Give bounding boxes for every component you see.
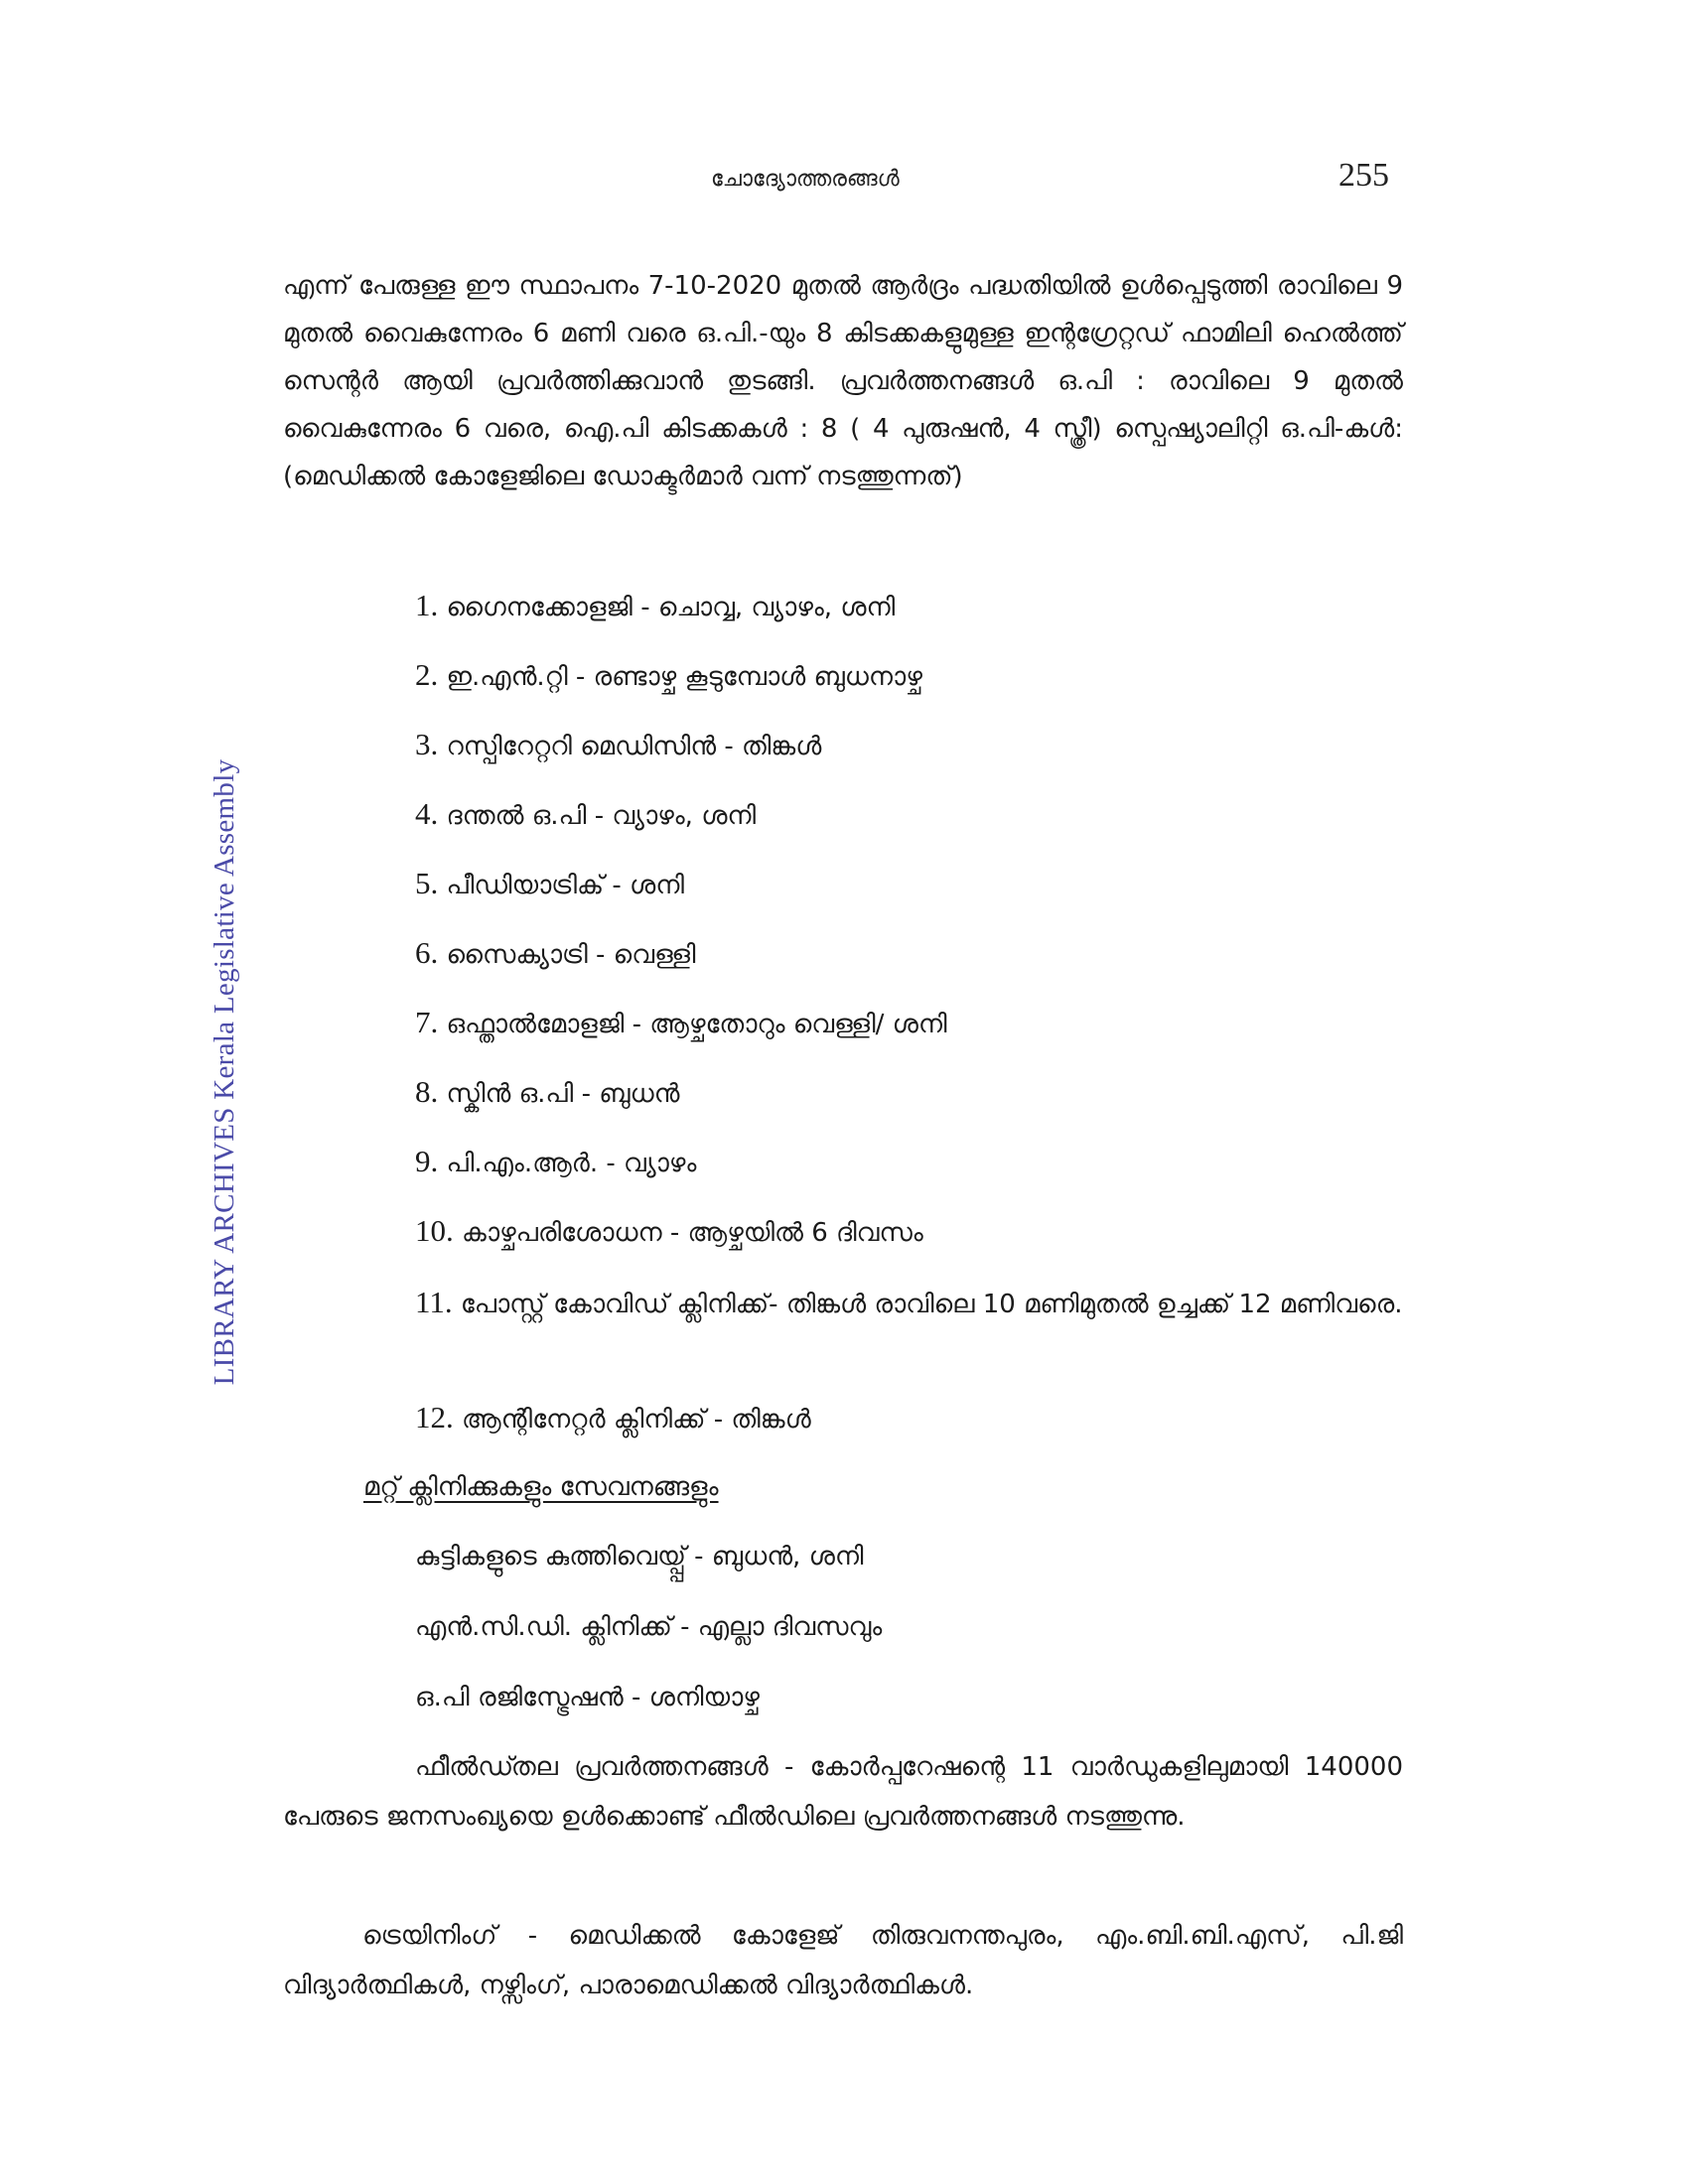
item-number: 10. (415, 1213, 454, 1248)
item-number: 5. (415, 866, 439, 900)
item-text: ദന്തൽ ഒ.പി - വ്യാഴം, ശനി (446, 801, 757, 831)
intro-paragraph: എന്ന് പേരുള്ള ഈ സ്ഥാപനം 7-10-2020 മുതൽ ആർദ്രം പദ്ധതിയിൽ ഉൾപ്പെടുത്തി രാവിലെ 9 മുതൽ വൈകുന്നേരം 6 മണി വരെ ഒ.പി.-യും 8 കിടക്കകളുമുള്ള ഇന്റഗ്രേറ്റഡ് ഫാമിലി ഹെൽത്ത് സെന്റർ ആയി പ്രവർത്തിക്കുവാൻ തുടങ്ങി. പ്രവർത്തനങ്ങൾ ഒ.പി : രാവിലെ 9 മുതൽ വൈകുന്നേരം 6 വരെ, ഐ.പി കിടക്കകൾ : 8 ( 4 പുരുഷൻ, 4 സ്ത്രീ) സ്പെഷ്യാലിറ്റി ഒ.പി-കൾ: (മെഡിക്കൽ കോളേജിലെ ഡോക്ടർമാർ വന്ന് നടത്തുന്നത്) (283, 271, 1403, 491)
list-item (415, 1138, 947, 1207)
list-item (415, 721, 947, 790)
item-text: സൈക്യാട്രി - വെള്ളി (446, 940, 696, 970)
list-item-12 (415, 1394, 811, 1443)
list-item: എൻ.സി.ഡി. ക്ലിനിക്ക് - എല്ലാ ദിവസവും (415, 1612, 883, 1642)
item-number: 1. (415, 588, 439, 622)
item-number: 3. (415, 727, 439, 761)
item-number: 9. (415, 1144, 439, 1178)
item-number: 8. (415, 1074, 439, 1109)
list-item (415, 1068, 947, 1138)
item-text: ഒഫ്താൽമോളജി - ആഴ്ചതോറും വെള്ളി/ ശനി (446, 1010, 947, 1039)
training-paragraph: ട്രെയിനിംഗ് - മെഡിക്കൽ കോളേജ് തിരുവനന്തപുരം, എം.ബി.ബി.എസ്, പി.ജി വിദ്യാർത്ഥികൾ, നഴ്സിംഗ്, പാരാമെഡിക്കൽ വിദ്യാർത്ഥികൾ. (283, 1921, 1403, 2000)
archive-watermark: LIBRARY ARCHIVES Kerala Legislative Assembly (209, 758, 240, 1386)
item-number: 12. (415, 1400, 454, 1434)
page-number: 255 (1338, 157, 1389, 194)
item-number: 6. (415, 935, 439, 970)
list-item: ഒ.പി രജിസ്ട്രേഷൻ - ശനിയാഴ്ച (415, 1683, 760, 1712)
item-text: സ്കിൻ ഒ.പി - ബുധൻ (446, 1079, 680, 1109)
list-item (415, 860, 947, 929)
list-item-11 (283, 1278, 1403, 1329)
item-text: ഇ.എൻ.റ്റി - രണ്ടാഴ്ച കൂടുമ്പോൾ ബുധനാഴ്ച (446, 662, 922, 692)
other-clinics-heading: മറ്റ് ക്ലിനിക്കുകളും സേവനങ്ങളും (363, 1472, 719, 1502)
other-clinics-list (415, 1533, 882, 1744)
item-text: ആന്റിനേറ്റർ ക്ലിനിക്ക് - തിങ്കൾ (462, 1405, 811, 1434)
list-item (415, 999, 947, 1068)
list-item (415, 1207, 947, 1277)
list-item (415, 651, 947, 721)
item-text: പി.എം.ആർ. - വ്യാഴം (446, 1149, 697, 1178)
item-number: 11. (415, 1285, 453, 1319)
list-item (415, 929, 947, 999)
item-text: പീഡിയാട്രിക് - ശനി (446, 871, 685, 900)
item-text: ഗൈനക്കോളജി - ചൊവ്വ, വ്യാഴം, ശനി (446, 593, 896, 622)
item-text: കാഴ്ചപരിശോധന - ആഴ്ചയിൽ 6 ദിവസം (462, 1218, 923, 1248)
list-item (415, 790, 947, 860)
list-item: കുട്ടികളുടെ കുത്തിവെയ്പ്പ് - ബുധൻ, ശനി (415, 1542, 864, 1571)
item-number: 4. (415, 796, 439, 831)
list-item (415, 582, 947, 651)
field-activities-paragraph: ഫീൽഡ്തല പ്രവർത്തനങ്ങൾ - കോർപ്പറേഷന്റെ 11 വാർഡുകളിലുമായി 140000 പേരുടെ ജനസംഖ്യയെ ഉൾക്കൊണ്ട് ഫീൽഡിലെ പ്രവർത്തനങ്ങൾ നടത്തുന്നു. (283, 1752, 1403, 1832)
item-text: റസ്പിറേറ്ററി മെഡിസിൻ - തിങ്കൾ (446, 732, 822, 761)
item-number: 7. (415, 1005, 439, 1039)
item-number: 2. (415, 657, 439, 692)
item-text: പോസ്റ്റ് കോവിഡ് ക്ലിനിക്ക്- തിങ്കൾ രാവിലെ 10 മണിമുതൽ ഉച്ചക്ക് 12 മണിവരെ. (460, 1290, 1403, 1319)
running-title: ചോദ്യോത്തരങ്ങൾ (711, 167, 900, 192)
specialty-op-list (415, 582, 947, 1277)
